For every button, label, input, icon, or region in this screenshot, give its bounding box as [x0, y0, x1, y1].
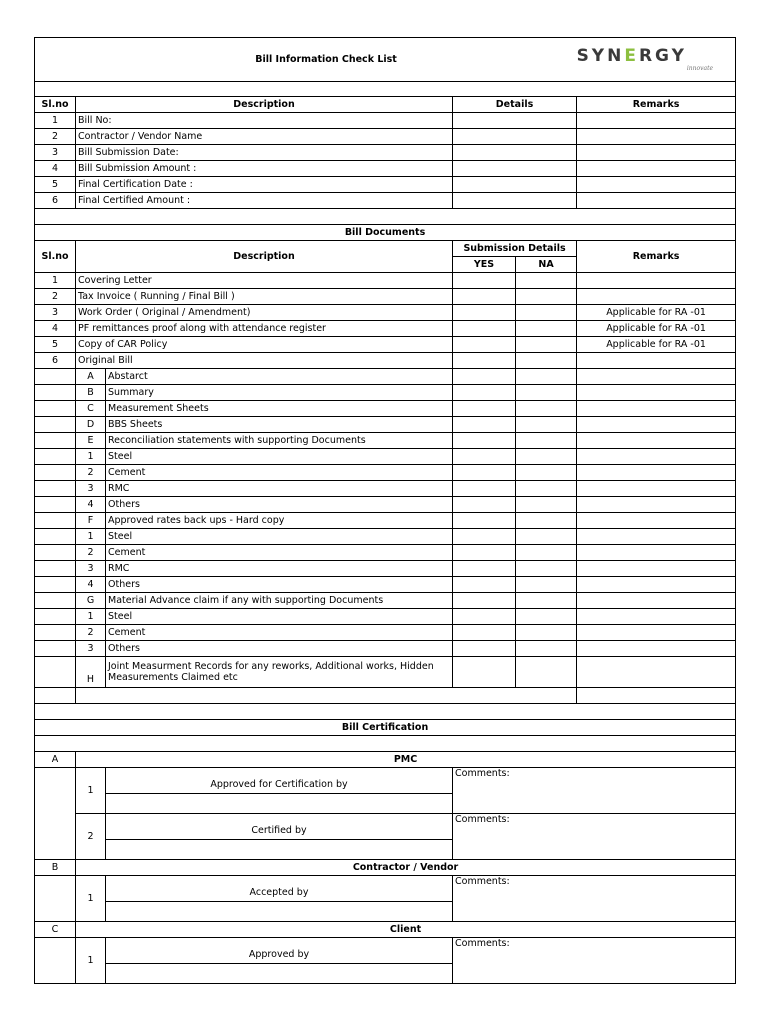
na-cell[interactable]	[516, 593, 577, 609]
cert-item-label: Approved for Certification by	[106, 768, 453, 794]
indent-cell	[35, 657, 76, 688]
logo-tagline: innovate	[686, 64, 714, 72]
docs-col-yes: YES	[453, 257, 516, 273]
cert-item-number: 1	[76, 938, 106, 984]
doc-row	[35, 289, 736, 305]
doc-item-description: Steel	[106, 529, 453, 545]
cert-item-number: 1	[76, 768, 106, 814]
yes-cell[interactable]	[453, 545, 516, 561]
cert-item-row	[35, 814, 736, 840]
remarks-cell[interactable]	[577, 593, 736, 609]
doc-sub-description: Material Advance claim if any with supporting Documents	[106, 593, 453, 609]
doc-item-description: RMC	[106, 561, 453, 577]
cert-item-label: Accepted by	[106, 876, 453, 902]
doc-slno: 3	[35, 305, 76, 321]
logo-wordmark: SYNERGY	[576, 45, 687, 66]
doc-row	[35, 273, 736, 289]
indent-cell	[35, 561, 76, 577]
indent-cell	[35, 593, 76, 609]
doc-item-row	[35, 625, 736, 641]
doc-sub-description: Joint Measurment Records for any reworks, Additional works, Hidden Measurements Claimed etc	[106, 657, 453, 688]
indent-cell	[35, 545, 76, 561]
spacer-row	[35, 82, 736, 97]
doc-description: Copy of CAR Policy	[76, 337, 453, 353]
cert-spacer-row	[35, 736, 736, 752]
cert-item-label: Approved by	[106, 938, 453, 964]
cert-heading-row	[35, 720, 736, 736]
info-row	[35, 193, 736, 209]
yes-cell[interactable]	[453, 609, 516, 625]
cert-heading: Bill Certification	[35, 720, 736, 736]
remarks-cell[interactable]	[577, 385, 736, 401]
yes-cell[interactable]	[453, 305, 516, 321]
yes-cell[interactable]	[453, 593, 516, 609]
doc-item-row	[35, 449, 736, 465]
doc-description: Covering Letter	[76, 273, 453, 289]
doc-item-number: 1	[76, 529, 106, 545]
na-cell[interactable]	[516, 289, 577, 305]
doc-item-description: RMC	[106, 481, 453, 497]
doc-row	[35, 337, 736, 353]
cert-section-name: Contractor / Vendor	[76, 860, 736, 876]
doc-item-number: 3	[76, 641, 106, 657]
col-header-description: Description	[76, 97, 453, 113]
info-remarks-cell[interactable]	[577, 129, 736, 145]
indent-cell	[35, 513, 76, 529]
yes-cell[interactable]	[453, 577, 516, 593]
na-cell[interactable]	[516, 337, 577, 353]
remarks-cell[interactable]	[577, 401, 736, 417]
remarks-cell[interactable]	[577, 353, 736, 369]
remarks-cell[interactable]	[577, 625, 736, 641]
doc-sub-description: Measurement Sheets	[106, 401, 453, 417]
yes-cell[interactable]	[453, 337, 516, 353]
info-description: Bill No:	[76, 113, 453, 129]
doc-slno: 4	[35, 321, 76, 337]
info-row	[35, 113, 736, 129]
info-details-cell[interactable]	[453, 177, 577, 193]
doc-sub-letter: E	[76, 433, 106, 449]
doc-item-row	[35, 561, 736, 577]
remarks-cell[interactable]	[577, 657, 736, 688]
info-slno: 4	[35, 161, 76, 177]
na-cell[interactable]	[516, 577, 577, 593]
indent-cell	[35, 369, 76, 385]
doc-sub-row	[35, 369, 736, 385]
na-cell[interactable]	[516, 321, 577, 337]
cert-item-label: Certified by	[106, 814, 453, 840]
doc-sub-description: BBS Sheets	[106, 417, 453, 433]
docs-col-slno: Sl.no	[35, 241, 76, 273]
cert-section-row	[35, 922, 736, 938]
doc-item-number: 2	[76, 625, 106, 641]
remarks-cell[interactable]	[577, 289, 736, 305]
yes-cell[interactable]	[453, 417, 516, 433]
doc-item-row	[35, 577, 736, 593]
info-slno: 5	[35, 177, 76, 193]
doc-sub-row	[35, 657, 736, 688]
info-header-row	[35, 97, 736, 113]
na-cell[interactable]	[516, 417, 577, 433]
indent-cell	[35, 577, 76, 593]
info-slno: 3	[35, 145, 76, 161]
remarks-cell[interactable]	[577, 497, 736, 513]
cert-item-row	[35, 768, 736, 794]
doc-item-description: Others	[106, 497, 453, 513]
cert-comments[interactable]: Comments:	[453, 876, 736, 922]
info-remarks-cell[interactable]	[577, 113, 736, 129]
na-cell[interactable]	[516, 369, 577, 385]
yes-cell[interactable]	[453, 401, 516, 417]
doc-item-number: 4	[76, 497, 106, 513]
doc-sub-letter: G	[76, 593, 106, 609]
na-cell[interactable]	[516, 625, 577, 641]
na-cell[interactable]	[516, 641, 577, 657]
remarks-cell[interactable]: Applicable for RA -01	[577, 321, 736, 337]
remarks-cell[interactable]	[577, 545, 736, 561]
info-row	[35, 145, 736, 161]
indent-cell	[35, 433, 76, 449]
doc-sub-row	[35, 513, 736, 529]
info-row	[35, 129, 736, 145]
doc-item-description: Steel	[106, 609, 453, 625]
remarks-cell[interactable]	[577, 561, 736, 577]
yes-cell[interactable]	[453, 561, 516, 577]
remarks-cell[interactable]	[577, 513, 736, 529]
remarks-cell[interactable]	[577, 417, 736, 433]
cert-indent	[35, 768, 76, 860]
doc-item-number: 1	[76, 449, 106, 465]
cert-signature-cell[interactable]	[106, 964, 453, 984]
cert-section-name: PMC	[76, 752, 736, 768]
cert-item-number: 2	[76, 814, 106, 860]
cert-signature-cell[interactable]	[106, 902, 453, 922]
docs-col-description: Description	[76, 241, 453, 273]
doc-sub-description: Approved rates back ups - Hard copy	[106, 513, 453, 529]
cert-item-number: 1	[76, 876, 106, 922]
docs-col-submission: Submission Details	[453, 241, 577, 257]
yes-cell[interactable]	[453, 449, 516, 465]
doc-item-number: 2	[76, 465, 106, 481]
remarks-cell[interactable]	[577, 369, 736, 385]
na-cell[interactable]	[516, 529, 577, 545]
col-header-details: Details	[453, 97, 577, 113]
spacer	[35, 688, 76, 704]
page-title: Bill Information Check List	[76, 38, 577, 82]
na-cell[interactable]	[516, 657, 577, 688]
doc-item-number: 3	[76, 481, 106, 497]
remarks-cell[interactable]	[577, 481, 736, 497]
title-spacer	[35, 38, 76, 82]
na-cell[interactable]	[516, 497, 577, 513]
na-cell[interactable]	[516, 353, 577, 369]
doc-sub-letter: D	[76, 417, 106, 433]
cert-section-row	[35, 860, 736, 876]
indent-cell	[35, 529, 76, 545]
doc-sub-letter: B	[76, 385, 106, 401]
doc-item-row	[35, 641, 736, 657]
na-cell[interactable]	[516, 513, 577, 529]
indent-cell	[35, 625, 76, 641]
doc-item-row	[35, 529, 736, 545]
doc-description: PF remittances proof along with attendance register	[76, 321, 453, 337]
info-description: Bill Submission Date:	[76, 145, 453, 161]
remarks-cell[interactable]	[577, 465, 736, 481]
yes-cell[interactable]	[453, 385, 516, 401]
doc-sub-row	[35, 593, 736, 609]
info-remarks-cell[interactable]	[577, 177, 736, 193]
na-cell[interactable]	[516, 545, 577, 561]
cert-comments[interactable]: Comments:	[453, 938, 736, 984]
cert-signature-cell[interactable]	[106, 794, 453, 814]
doc-sub-row	[35, 417, 736, 433]
remarks-cell[interactable]	[577, 609, 736, 625]
remarks-cell[interactable]	[577, 641, 736, 657]
cert-section-name: Client	[76, 922, 736, 938]
indent-cell	[35, 449, 76, 465]
doc-item-number: 4	[76, 577, 106, 593]
indent-cell	[35, 417, 76, 433]
cert-spacer-row	[35, 704, 736, 720]
indent-cell	[35, 465, 76, 481]
doc-row	[35, 321, 736, 337]
docs-heading: Bill Documents	[35, 225, 736, 241]
yes-cell[interactable]	[453, 657, 516, 688]
indent-cell	[35, 385, 76, 401]
indent-cell	[35, 641, 76, 657]
col-header-slno: Sl.no	[35, 97, 76, 113]
doc-item-row	[35, 545, 736, 561]
doc-item-description: Steel	[106, 449, 453, 465]
col-header-remarks: Remarks	[577, 97, 736, 113]
info-remarks-cell[interactable]	[577, 161, 736, 177]
doc-sub-letter: C	[76, 401, 106, 417]
doc-sub-letter: A	[76, 369, 106, 385]
remarks-cell[interactable]: Applicable for RA -01	[577, 305, 736, 321]
doc-row	[35, 305, 736, 321]
info-slno: 6	[35, 193, 76, 209]
spacer-row	[35, 209, 736, 225]
docs-heading-row	[35, 225, 736, 241]
doc-sub-letter: H	[76, 657, 106, 688]
yes-cell[interactable]	[453, 321, 516, 337]
na-cell[interactable]	[516, 305, 577, 321]
doc-sub-row	[35, 433, 736, 449]
spacer	[35, 736, 736, 752]
info-description: Final Certified Amount :	[76, 193, 453, 209]
doc-sub-description: Abstarct	[106, 369, 453, 385]
info-details-cell[interactable]	[453, 145, 577, 161]
doc-item-row	[35, 481, 736, 497]
yes-cell[interactable]	[453, 353, 516, 369]
yes-cell[interactable]	[453, 481, 516, 497]
doc-slno: 5	[35, 337, 76, 353]
yes-cell[interactable]	[453, 369, 516, 385]
indent-cell	[35, 609, 76, 625]
yes-cell[interactable]	[453, 433, 516, 449]
docs-col-na: NA	[516, 257, 577, 273]
info-details-cell[interactable]	[453, 129, 577, 145]
na-cell[interactable]	[516, 385, 577, 401]
info-remarks-cell[interactable]	[577, 193, 736, 209]
na-cell[interactable]	[516, 449, 577, 465]
doc-item-row	[35, 497, 736, 513]
na-cell[interactable]	[516, 433, 577, 449]
na-cell[interactable]	[516, 465, 577, 481]
doc-sub-letter: F	[76, 513, 106, 529]
cert-section-letter: B	[35, 860, 76, 876]
yes-cell[interactable]	[453, 625, 516, 641]
doc-item-description: Others	[106, 577, 453, 593]
doc-sub-row	[35, 401, 736, 417]
doc-row	[35, 353, 736, 369]
spacer	[35, 209, 736, 225]
info-row	[35, 161, 736, 177]
yes-cell[interactable]	[453, 513, 516, 529]
doc-description: Tax Invoice ( Running / Final Bill )	[76, 289, 453, 305]
doc-item-description: Cement	[106, 545, 453, 561]
doc-sub-description: Reconciliation statements with supporting Documents	[106, 433, 453, 449]
doc-slno: 2	[35, 289, 76, 305]
info-row	[35, 177, 736, 193]
doc-slno: 6	[35, 353, 76, 369]
remarks-cell[interactable]	[577, 577, 736, 593]
doc-description: Original Bill	[76, 353, 453, 369]
remarks-cell[interactable]	[577, 273, 736, 289]
checklist-sheet	[34, 37, 735, 966]
cert-signature-cell[interactable]	[106, 840, 453, 860]
remarks-cell[interactable]: Applicable for RA -01	[577, 337, 736, 353]
doc-sub-description: Summary	[106, 385, 453, 401]
remarks-cell[interactable]	[577, 433, 736, 449]
doc-item-number: 2	[76, 545, 106, 561]
na-cell[interactable]	[516, 561, 577, 577]
docs-header-row	[35, 241, 736, 257]
cert-indent	[35, 938, 76, 984]
cert-section-row	[35, 752, 736, 768]
na-cell[interactable]	[516, 481, 577, 497]
info-details-cell[interactable]	[453, 193, 577, 209]
info-details-cell[interactable]	[453, 161, 577, 177]
yes-cell[interactable]	[453, 641, 516, 657]
doc-sub-row	[35, 385, 736, 401]
doc-description: Work Order ( Original / Amendment)	[76, 305, 453, 321]
cert-comments[interactable]: Comments:	[453, 814, 736, 860]
na-cell[interactable]	[516, 273, 577, 289]
info-slno: 1	[35, 113, 76, 129]
logo-accent-letter: E	[624, 45, 639, 66]
na-cell[interactable]	[516, 609, 577, 625]
doc-item-description: Cement	[106, 625, 453, 641]
doc-item-description: Cement	[106, 465, 453, 481]
info-remarks-cell[interactable]	[577, 145, 736, 161]
info-description: Bill Submission Amount :	[76, 161, 453, 177]
remarks-cell[interactable]	[577, 449, 736, 465]
cert-item-row	[35, 876, 736, 902]
logo	[577, 38, 736, 82]
info-details-cell[interactable]	[453, 113, 577, 129]
spacer	[35, 704, 736, 720]
yes-cell[interactable]	[453, 497, 516, 513]
doc-item-number: 3	[76, 561, 106, 577]
cert-indent	[35, 876, 76, 922]
title-row	[35, 38, 736, 82]
spacer	[76, 688, 577, 704]
docs-col-remarks: Remarks	[577, 241, 736, 273]
na-cell[interactable]	[516, 401, 577, 417]
doc-item-description: Others	[106, 641, 453, 657]
yes-cell[interactable]	[453, 289, 516, 305]
doc-slno: 1	[35, 273, 76, 289]
doc-item-number: 1	[76, 609, 106, 625]
yes-cell[interactable]	[453, 529, 516, 545]
cert-comments[interactable]: Comments:	[453, 768, 736, 814]
cert-section-letter: C	[35, 922, 76, 938]
spacer	[577, 688, 736, 704]
info-description: Final Certification Date :	[76, 177, 453, 193]
cert-section-letter: A	[35, 752, 76, 768]
yes-cell[interactable]	[453, 465, 516, 481]
doc-item-row	[35, 465, 736, 481]
indent-cell	[35, 401, 76, 417]
info-slno: 2	[35, 129, 76, 145]
remarks-cell[interactable]	[577, 529, 736, 545]
spacer-row	[35, 688, 736, 704]
cert-item-row	[35, 938, 736, 964]
info-description: Contractor / Vendor Name	[76, 129, 453, 145]
yes-cell[interactable]	[453, 273, 516, 289]
doc-item-row	[35, 609, 736, 625]
indent-cell	[35, 497, 76, 513]
checklist-table	[34, 37, 736, 984]
indent-cell	[35, 481, 76, 497]
